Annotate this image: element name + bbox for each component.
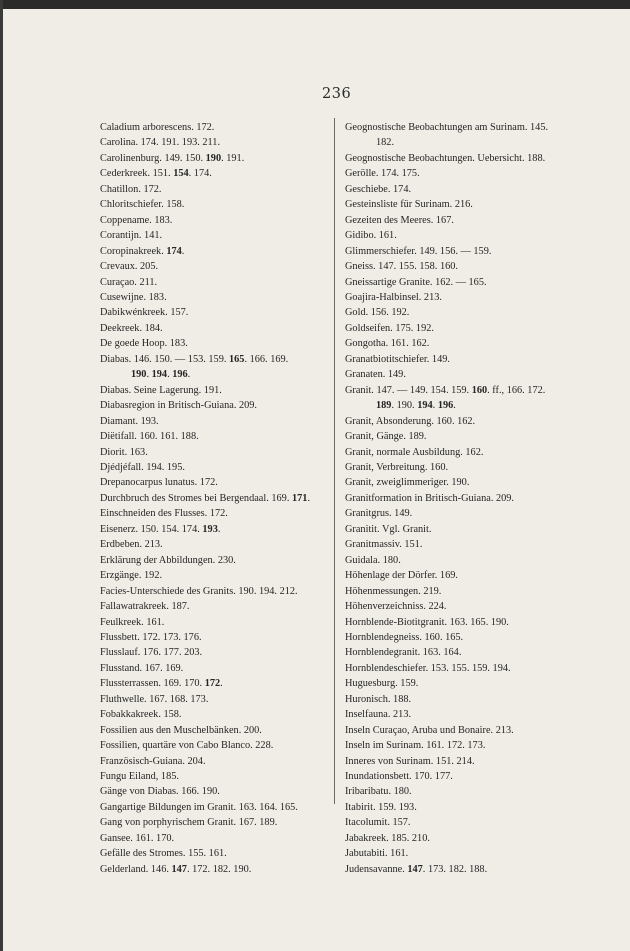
index-text: Flusslauf. 176. 177. 203. bbox=[100, 647, 203, 659]
index-text: . bbox=[167, 369, 173, 381]
index-page-ref-bold: 147 bbox=[171, 863, 187, 875]
index-text: Fossilien aus den Muschelbänken. 200. bbox=[100, 724, 262, 736]
index-entry bbox=[345, 599, 571, 614]
index-text: Hornblendegneiss. 160. 165. bbox=[345, 631, 464, 643]
index-text: Granit. 147. — 149. 154. 159. bbox=[345, 384, 472, 396]
index-entry bbox=[100, 692, 326, 707]
index-text: Drepanocarpus lunatus. 172. bbox=[100, 477, 218, 489]
index-text: Djédjéfall. 194. 195. bbox=[100, 461, 185, 473]
index-text: Gneiss. 147. 155. 158. 160. bbox=[345, 261, 458, 273]
index-text: Diëtifall. 160. 161. 188. bbox=[100, 431, 199, 443]
index-text: Gongotha. 161. 162. bbox=[345, 338, 430, 350]
index-text: Curaçao. 211. bbox=[100, 276, 158, 288]
index-text: Gangartige Bildungen im Granit. 163. 164. 165. bbox=[100, 801, 298, 813]
index-text: Fossilien, quartäre von Cabo Blanco. 228. bbox=[100, 740, 274, 752]
index-text: Glimmerschiefer. 149. 156. — 159. bbox=[345, 245, 492, 257]
index-entry bbox=[100, 831, 326, 846]
index-entry bbox=[100, 197, 326, 212]
index-text: De goede Hoop. 183. bbox=[100, 338, 188, 350]
index-text: Fobakkakreek. 158. bbox=[100, 709, 182, 721]
index-entry bbox=[100, 475, 326, 490]
index-text: Carolina. 174. 191. 193. 211. bbox=[100, 137, 221, 149]
index-text: Fungu Eiland, 185. bbox=[100, 771, 179, 783]
index-entry bbox=[345, 336, 571, 351]
index-entry bbox=[100, 383, 326, 398]
index-entry bbox=[345, 305, 571, 320]
column-divider bbox=[334, 118, 335, 804]
index-entry bbox=[345, 568, 571, 583]
index-text: Eisenerz. 150. 154. 174. bbox=[100, 523, 203, 535]
index-entry bbox=[345, 460, 571, 475]
index-entry bbox=[100, 336, 326, 351]
index-text: Geognostische Beobachtungen am Surinam. 145. bbox=[345, 122, 549, 133]
index-entry bbox=[345, 182, 571, 197]
index-text: . bbox=[181, 245, 185, 257]
index-entry bbox=[345, 615, 571, 630]
index-text: Gang von porphyrischem Granit. 167. 189. bbox=[100, 817, 278, 829]
index-entry bbox=[100, 676, 326, 691]
index-entry bbox=[100, 259, 326, 274]
index-entry bbox=[100, 460, 326, 475]
index-text: Huronisch. 188. bbox=[345, 693, 412, 705]
index-text: Diabas. 146. 150. — 153. 159. bbox=[100, 353, 229, 365]
index-text: Inseln Curaçao, Aruba und Bonaire. 213. bbox=[345, 724, 514, 736]
index-entry bbox=[345, 398, 571, 413]
index-page-ref-bold: 193 bbox=[202, 523, 218, 535]
index-entry bbox=[100, 414, 326, 429]
index-text: Coropinakreek. bbox=[100, 245, 167, 257]
index-text: Granit, normale Ausbildung. 162. bbox=[345, 446, 484, 458]
index-entry bbox=[345, 831, 571, 846]
index-page-ref-bold: 194 bbox=[417, 400, 433, 412]
index-entry bbox=[100, 738, 326, 753]
index-entry bbox=[345, 707, 571, 722]
index-entry bbox=[100, 599, 326, 614]
index-entry bbox=[345, 414, 571, 429]
index-page-ref-bold: 190 bbox=[205, 152, 222, 164]
index-text: Facies-Unterschiede des Granits. 190. 194. 212. bbox=[100, 585, 298, 597]
index-text: Geschiebe. 174. bbox=[345, 183, 412, 195]
index-page-ref-bold: 154 bbox=[173, 168, 189, 180]
index-page-ref-bold: 196 bbox=[437, 400, 454, 412]
index-entry bbox=[345, 553, 571, 568]
index-text: Feulkreek. 161. bbox=[100, 616, 165, 628]
index-entry bbox=[345, 692, 571, 707]
index-entry bbox=[345, 429, 571, 444]
index-text: Fluthwelle. 167. 168. 173. bbox=[100, 693, 209, 705]
index-entry bbox=[100, 661, 326, 676]
index-entry bbox=[100, 645, 326, 660]
index-entry bbox=[100, 182, 326, 197]
index-text: Fallawatrakreek. 187. bbox=[100, 601, 190, 613]
index-entry bbox=[345, 491, 571, 506]
index-entry bbox=[345, 754, 571, 769]
index-text: Gelderland. 146. bbox=[100, 863, 172, 875]
index-text: Erdbeben. 213. bbox=[100, 539, 163, 551]
index-entry bbox=[345, 259, 571, 274]
index-entry bbox=[345, 213, 571, 228]
index-text: Erklärung der Abbildungen. 230. bbox=[100, 554, 236, 566]
index-text: Erzgänge. 192. bbox=[100, 570, 163, 582]
index-text: Geognostische Beobachtungen. Uebersicht. 188. bbox=[345, 152, 546, 164]
index-text: Huguesburg. 159. bbox=[345, 678, 419, 690]
index-entry bbox=[345, 383, 571, 398]
index-entry bbox=[345, 244, 571, 259]
index-entry bbox=[345, 769, 571, 784]
index-entry bbox=[345, 197, 571, 212]
index-entry bbox=[345, 321, 571, 336]
index-text: Inneres von Surinam. 151. 214. bbox=[345, 755, 475, 767]
index-text: Flussbett. 172. 173. 176. bbox=[100, 631, 202, 643]
index-text: . 190. bbox=[391, 400, 418, 412]
index-text: Guidala. 180. bbox=[345, 554, 401, 566]
index-entry bbox=[100, 445, 326, 460]
index-text: Gänge von Diabas. 166. 190. bbox=[100, 786, 220, 798]
index-entry bbox=[345, 800, 571, 815]
index-entry bbox=[100, 862, 326, 877]
scan-border-top bbox=[0, 0, 630, 9]
index-text: Jabakreek. 185. 210. bbox=[345, 832, 430, 844]
index-entry bbox=[100, 398, 326, 413]
index-entry bbox=[345, 135, 571, 150]
index-text: . ff., 166. 172. bbox=[487, 384, 546, 396]
index-text: Cederkreek. 151. bbox=[100, 168, 174, 180]
index-text: Coppename. 183. bbox=[100, 214, 173, 226]
index-text: Carolinenburg. 149. 150. bbox=[100, 152, 206, 164]
page-number: 236 bbox=[322, 86, 352, 102]
index-entry bbox=[345, 290, 571, 305]
index-entry bbox=[345, 584, 571, 599]
index-entry bbox=[100, 166, 326, 181]
index-entry bbox=[345, 275, 571, 290]
index-entry bbox=[345, 862, 571, 877]
index-entry bbox=[100, 769, 326, 784]
index-text: 182. bbox=[376, 137, 395, 149]
index-entry bbox=[100, 553, 326, 568]
index-entry bbox=[345, 784, 571, 799]
index-page-ref-bold: 172 bbox=[204, 678, 221, 690]
index-entry bbox=[100, 784, 326, 799]
index-text: Gansee. 161. 170. bbox=[100, 832, 175, 844]
index-text: Goajira-Halbinsel. 213. bbox=[345, 291, 442, 303]
index-text: Granatbiotitschiefer. 149. bbox=[345, 353, 450, 365]
index-text: . 166. 169. bbox=[244, 353, 289, 365]
index-text: Granitmassiv. 151. bbox=[345, 539, 423, 551]
index-text: . bbox=[187, 369, 191, 381]
index-text: Goldseifen. 175. 192. bbox=[345, 322, 434, 334]
index-entry bbox=[345, 676, 571, 691]
index-entry bbox=[100, 290, 326, 305]
index-entry bbox=[100, 491, 326, 506]
index-text: Gidibo. 161. bbox=[345, 230, 397, 242]
index-text: Dabikwénkreek. 157. bbox=[100, 307, 189, 319]
index-text: Judensavanne. bbox=[345, 863, 408, 875]
index-text: . bbox=[432, 400, 438, 412]
index-entry bbox=[345, 352, 571, 367]
index-text: Französisch-Guiana. 204. bbox=[100, 755, 206, 767]
index-text: Chloritschiefer. 158. bbox=[100, 199, 185, 211]
index-text: Gneissartige Granite. 162. — 165. bbox=[345, 276, 487, 288]
index-text: Inundationsbett. 170. 177. bbox=[345, 771, 453, 783]
index-entry bbox=[345, 537, 571, 552]
index-entry bbox=[100, 815, 326, 830]
index-text: Diamant. 193. bbox=[100, 415, 159, 427]
index-text: Höhenmessungen. 219. bbox=[345, 585, 442, 597]
index-text: Iribaribatu. 180. bbox=[345, 786, 412, 798]
index-entry bbox=[100, 615, 326, 630]
index-page-ref-bold: 147 bbox=[407, 863, 423, 875]
index-text: Corantijn. 141. bbox=[100, 230, 163, 242]
index-entry bbox=[100, 352, 326, 367]
index-text: . 174. bbox=[188, 168, 212, 180]
index-page-ref-bold: 196 bbox=[172, 369, 188, 381]
index-page-ref-bold: 174 bbox=[166, 245, 182, 257]
index-entry bbox=[345, 166, 571, 181]
index-entry bbox=[100, 275, 326, 290]
index-entry bbox=[100, 506, 326, 521]
index-entry bbox=[100, 120, 326, 135]
index-text: Diorit. 163. bbox=[100, 446, 148, 458]
index-entry bbox=[100, 135, 326, 150]
index-text: Hornblendeschiefer. 153. 155. 159. 194. bbox=[345, 662, 511, 674]
index-entry bbox=[100, 151, 326, 166]
index-page-ref-bold: 165 bbox=[229, 353, 245, 365]
index-page-ref-bold: 171 bbox=[291, 492, 308, 504]
index-text: Cusewijne. 183. bbox=[100, 291, 167, 303]
index-text: Crevaux. 205. bbox=[100, 261, 159, 273]
index-entry bbox=[345, 120, 571, 135]
index-entry bbox=[100, 367, 326, 382]
index-entry bbox=[345, 367, 571, 382]
index-text: Granit, Gänge. 189. bbox=[345, 431, 427, 443]
index-text: Flusstand. 167. 169. bbox=[100, 662, 184, 674]
index-text: Gesteinsliste für Surinam. 216. bbox=[345, 199, 473, 211]
index-text: . bbox=[453, 400, 456, 412]
index-entry bbox=[100, 244, 326, 259]
index-entry bbox=[100, 754, 326, 769]
index-entry bbox=[100, 537, 326, 552]
index-entry bbox=[100, 846, 326, 861]
index-text: . 191. bbox=[221, 152, 245, 164]
index-entry bbox=[100, 321, 326, 336]
index-text: . bbox=[146, 369, 152, 381]
index-text: . 173. 182. 188. bbox=[422, 863, 488, 875]
index-entry bbox=[345, 846, 571, 861]
index-entry bbox=[345, 645, 571, 660]
index-text: . bbox=[307, 492, 311, 504]
index-entry bbox=[345, 228, 571, 243]
index-entry bbox=[100, 305, 326, 320]
index-text: Hornblendegranit. 163. 164. bbox=[345, 647, 462, 659]
index-text: Inselfauna. 213. bbox=[345, 709, 412, 721]
index-text: Höhenlage der Dörfer. 169. bbox=[345, 570, 458, 582]
index-text: Granaten. 149. bbox=[345, 369, 406, 381]
index-entry bbox=[345, 445, 571, 460]
index-page-ref-bold: 189 bbox=[376, 400, 392, 412]
index-entry bbox=[100, 228, 326, 243]
index-entry bbox=[100, 568, 326, 583]
index-column-left bbox=[100, 120, 326, 877]
index-entry bbox=[345, 506, 571, 521]
index-text: Gerölle. 174. 175. bbox=[345, 168, 420, 180]
index-text: Einschneiden des Flusses. 172. bbox=[100, 508, 228, 520]
index-entry bbox=[345, 723, 571, 738]
index-entry bbox=[100, 429, 326, 444]
index-page-ref-bold: 190 bbox=[131, 369, 147, 381]
index-page-ref-bold: 160 bbox=[471, 384, 488, 396]
index-text: Itacolumit. 157. bbox=[345, 817, 411, 829]
index-text: Granit, zweiglimmeriger. 190. bbox=[345, 477, 470, 489]
index-entry bbox=[100, 213, 326, 228]
index-text: Itabirit. 159. 193. bbox=[345, 801, 417, 813]
index-text: Granitit. Vgl. Granit. bbox=[345, 523, 432, 535]
index-text: Jabutabiti. 161. bbox=[345, 848, 409, 860]
index-entry bbox=[345, 661, 571, 676]
index-entry bbox=[100, 723, 326, 738]
index-text: Flussterrassen. 169. 170. bbox=[100, 678, 205, 690]
index-text: Caladium arborescens. 172. bbox=[100, 122, 215, 133]
index-text: . bbox=[217, 523, 221, 535]
index-text: Deekreek. 184. bbox=[100, 322, 163, 334]
index-text: . 172. 182. 190. bbox=[186, 863, 252, 875]
index-text: Hornblende-Biotitgranit. 163. 165. 190. bbox=[345, 616, 509, 628]
index-text: . bbox=[220, 678, 223, 690]
index-entry bbox=[345, 522, 571, 537]
index-entry bbox=[100, 800, 326, 815]
index-entry bbox=[100, 584, 326, 599]
index-text: Gezeiten des Meeres. 167. bbox=[345, 214, 454, 226]
index-text: Chatillon. 172. bbox=[100, 183, 162, 195]
index-entry bbox=[100, 522, 326, 537]
index-entry bbox=[100, 707, 326, 722]
index-text: Granit, Absonderung. 160. 162. bbox=[345, 415, 476, 427]
index-text: Inseln im Surinam. 161. 172. 173. bbox=[345, 740, 486, 752]
index-text: Granitgrus. 149. bbox=[345, 508, 413, 520]
index-text: Granit, Verbreitung. 160. bbox=[345, 461, 449, 473]
index-entry bbox=[345, 630, 571, 645]
index-entry bbox=[345, 151, 571, 166]
index-entry bbox=[345, 738, 571, 753]
index-entry bbox=[100, 630, 326, 645]
index-text: Höhenverzeichniss. 224. bbox=[345, 601, 447, 613]
index-text: Gold. 156. 192. bbox=[345, 307, 410, 319]
index-entry bbox=[345, 475, 571, 490]
index-entry bbox=[345, 815, 571, 830]
index-text: Gefälle des Stromes. 155. 161. bbox=[100, 848, 227, 860]
index-text: Diabas. Seine Lagerung. 191. bbox=[100, 384, 222, 396]
index-text: Durchbruch des Stromes bei Bergendaal. 169. bbox=[100, 492, 292, 504]
index-text: Granitformation in Britisch-Guiana. 209. bbox=[345, 492, 515, 504]
index-text: Diabasregion in Britisch-Guiana. 209. bbox=[100, 400, 257, 412]
index-page-ref-bold: 194 bbox=[151, 369, 168, 381]
index-column-right bbox=[345, 120, 571, 877]
